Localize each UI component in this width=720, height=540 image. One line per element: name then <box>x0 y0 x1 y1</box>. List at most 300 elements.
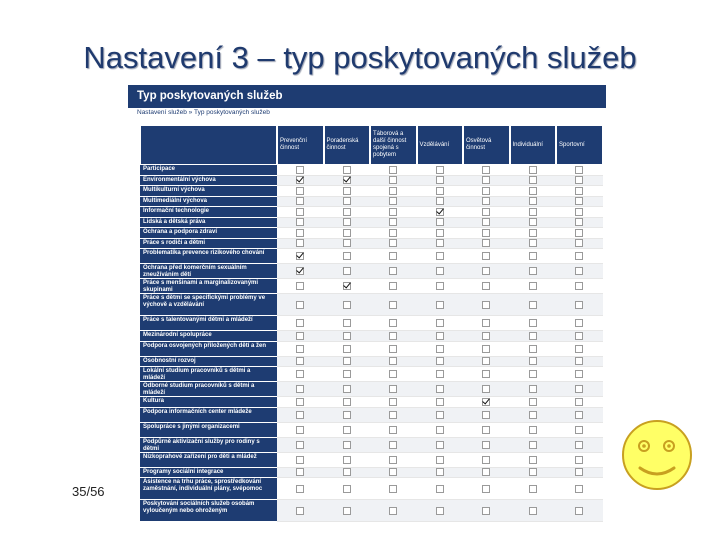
service-checkbox[interactable] <box>343 267 351 275</box>
row-label: Práce s talentovanými dětmi a mládeží <box>140 316 277 331</box>
table-cell <box>556 367 603 382</box>
table-cell <box>277 264 324 279</box>
service-checkbox[interactable] <box>575 239 583 247</box>
service-checkbox[interactable] <box>482 385 490 393</box>
table-cell <box>556 316 603 331</box>
table-cell <box>417 331 464 342</box>
table-cell <box>463 331 510 342</box>
service-checkbox[interactable] <box>436 345 444 353</box>
row-label: Práce s rodiči a dětmi <box>140 239 277 250</box>
table-cell <box>417 165 464 176</box>
service-checkbox[interactable] <box>389 229 397 237</box>
service-checkbox[interactable] <box>436 176 444 184</box>
table-cell <box>556 239 603 250</box>
service-checkbox[interactable] <box>296 398 304 406</box>
service-checkbox[interactable] <box>529 507 537 515</box>
service-checkbox[interactable] <box>343 357 351 365</box>
service-checkbox[interactable] <box>575 252 583 260</box>
service-checkbox[interactable] <box>343 218 351 226</box>
service-checkbox[interactable] <box>343 468 351 476</box>
service-checkbox[interactable] <box>389 468 397 476</box>
service-checkbox[interactable] <box>389 301 397 309</box>
service-checkbox[interactable] <box>436 441 444 449</box>
table-cell <box>510 186 557 197</box>
table-row <box>140 331 603 342</box>
service-checkbox[interactable] <box>296 385 304 393</box>
service-checkbox[interactable] <box>343 385 351 393</box>
service-checkbox[interactable] <box>389 208 397 216</box>
table-cell <box>324 264 371 279</box>
table-cell <box>417 186 464 197</box>
service-checkbox[interactable] <box>436 370 444 378</box>
table-cell <box>324 382 371 397</box>
table-row <box>140 207 603 218</box>
table-cell <box>463 478 510 500</box>
service-checkbox[interactable] <box>296 197 304 205</box>
service-checkbox[interactable] <box>482 301 490 309</box>
service-checkbox[interactable] <box>436 166 444 174</box>
service-checkbox[interactable] <box>529 239 537 247</box>
table-cell <box>324 197 371 208</box>
service-checkbox[interactable] <box>389 507 397 515</box>
table-cell <box>277 218 324 229</box>
service-checkbox[interactable] <box>529 345 537 353</box>
service-checkbox[interactable] <box>296 456 304 464</box>
service-checkbox[interactable] <box>482 468 490 476</box>
table-cell <box>463 453 510 468</box>
table-row <box>140 367 603 382</box>
service-checkbox[interactable] <box>529 208 537 216</box>
service-checkbox[interactable] <box>343 332 351 340</box>
service-checkbox[interactable] <box>529 456 537 464</box>
service-checkbox[interactable] <box>529 282 537 290</box>
service-checkbox[interactable] <box>529 332 537 340</box>
table-cell <box>463 438 510 453</box>
service-checkbox[interactable] <box>482 398 490 406</box>
table-cell <box>556 197 603 208</box>
table-cell <box>463 382 510 397</box>
table-cell <box>556 331 603 342</box>
service-checkbox[interactable] <box>296 345 304 353</box>
table-cell <box>510 408 557 423</box>
service-checkbox[interactable] <box>436 332 444 340</box>
service-checkbox[interactable] <box>343 426 351 434</box>
table-cell <box>324 186 371 197</box>
service-checkbox[interactable] <box>389 345 397 353</box>
service-checkbox[interactable] <box>575 332 583 340</box>
embedded-screenshot <box>128 85 606 540</box>
table-cell <box>417 228 464 239</box>
table-cell <box>324 468 371 479</box>
row-label: Asistence na trhu práce, sprostředkování zaměstnání, individuální plány, svépomoc <box>140 478 277 500</box>
service-checkbox[interactable] <box>389 239 397 247</box>
service-checkbox[interactable] <box>436 426 444 434</box>
service-checkbox[interactable] <box>343 197 351 205</box>
row-label: Podpora osvojených přiložených dětí a žen <box>140 342 277 357</box>
service-checkbox[interactable] <box>436 357 444 365</box>
service-checkbox[interactable] <box>296 282 304 290</box>
service-checkbox[interactable] <box>529 370 537 378</box>
table-cell <box>510 331 557 342</box>
service-checkbox[interactable] <box>529 468 537 476</box>
table-cell <box>277 228 324 239</box>
service-checkbox[interactable] <box>436 507 444 515</box>
table-cell <box>370 453 417 468</box>
service-checkbox[interactable] <box>343 282 351 290</box>
table-cell <box>370 397 417 408</box>
service-checkbox[interactable] <box>296 229 304 237</box>
table-cell <box>324 279 371 294</box>
service-checkbox[interactable] <box>436 398 444 406</box>
table-cell <box>556 279 603 294</box>
service-checkbox[interactable] <box>575 441 583 449</box>
service-checkbox[interactable] <box>529 252 537 260</box>
service-checkbox[interactable] <box>436 319 444 327</box>
service-checkbox[interactable] <box>436 301 444 309</box>
service-checkbox[interactable] <box>296 301 304 309</box>
table-cell <box>277 367 324 382</box>
service-checkbox[interactable] <box>482 267 490 275</box>
service-checkbox[interactable] <box>482 319 490 327</box>
column-header: Sportovní <box>556 125 603 165</box>
table-cell <box>463 228 510 239</box>
service-checkbox[interactable] <box>389 385 397 393</box>
table-cell <box>463 176 510 187</box>
service-checkbox[interactable] <box>296 267 304 275</box>
service-checkbox[interactable] <box>343 252 351 260</box>
service-checkbox[interactable] <box>482 370 490 378</box>
service-checkbox[interactable] <box>343 456 351 464</box>
table-cell <box>324 316 371 331</box>
table-cell <box>370 165 417 176</box>
column-header: Osvětová činnost <box>463 125 510 165</box>
service-checkbox[interactable] <box>343 411 351 419</box>
service-checkbox[interactable] <box>436 187 444 195</box>
service-checkbox[interactable] <box>482 332 490 340</box>
service-checkbox[interactable] <box>575 370 583 378</box>
service-checkbox[interactable] <box>343 441 351 449</box>
table-cell <box>510 279 557 294</box>
table-cell <box>370 367 417 382</box>
table-cell <box>324 207 371 218</box>
table-cell <box>324 342 371 357</box>
service-checkbox[interactable] <box>482 507 490 515</box>
service-checkbox[interactable] <box>529 319 537 327</box>
service-checkbox[interactable] <box>482 252 490 260</box>
table-cell <box>417 316 464 331</box>
service-checkbox[interactable] <box>296 468 304 476</box>
service-checkbox[interactable] <box>575 229 583 237</box>
service-checkbox[interactable] <box>436 208 444 216</box>
table-cell <box>463 165 510 176</box>
service-checkbox[interactable] <box>343 176 351 184</box>
row-label: Lokální studium pracovníků s dětmi a mládeží <box>140 367 277 382</box>
row-label: Ochrana a podpora zdraví <box>140 228 277 239</box>
table-cell <box>370 186 417 197</box>
service-checkbox[interactable] <box>343 370 351 378</box>
service-checkbox[interactable] <box>529 197 537 205</box>
service-checkbox[interactable] <box>482 239 490 247</box>
table-cell <box>370 316 417 331</box>
row-label: Nízkoprahové zařízení pro děti a mládež <box>140 453 277 468</box>
table-cell <box>510 165 557 176</box>
service-checkbox[interactable] <box>296 507 304 515</box>
service-checkbox[interactable] <box>529 485 537 493</box>
table-cell <box>556 453 603 468</box>
table-cell <box>277 468 324 479</box>
table-cell <box>463 249 510 264</box>
table-cell <box>324 331 371 342</box>
service-checkbox[interactable] <box>389 485 397 493</box>
column-header: Vzdělávání <box>417 125 464 165</box>
table-row <box>140 357 603 368</box>
service-checkbox[interactable] <box>296 176 304 184</box>
service-checkbox[interactable] <box>436 485 444 493</box>
service-checkbox[interactable] <box>296 332 304 340</box>
table-row <box>140 186 603 197</box>
table-cell <box>463 357 510 368</box>
service-checkbox[interactable] <box>389 176 397 184</box>
table-cell <box>417 239 464 250</box>
service-checkbox[interactable] <box>296 357 304 365</box>
service-checkbox[interactable] <box>529 229 537 237</box>
row-label: Programy sociální integrace <box>140 468 277 479</box>
service-checkbox[interactable] <box>343 398 351 406</box>
service-checkbox[interactable] <box>389 166 397 174</box>
service-checkbox[interactable] <box>389 218 397 226</box>
table-cell <box>277 397 324 408</box>
row-label: Multimediální výchova <box>140 197 277 208</box>
service-checkbox[interactable] <box>529 301 537 309</box>
screenshot-header-title: Typ poskytovaných služeb <box>128 85 606 108</box>
table-cell <box>370 423 417 438</box>
table-row <box>140 197 603 208</box>
service-checkbox[interactable] <box>296 252 304 260</box>
table-cell <box>417 218 464 229</box>
table-row <box>140 218 603 229</box>
service-checkbox[interactable] <box>575 468 583 476</box>
service-checkbox[interactable] <box>575 197 583 205</box>
service-checkbox[interactable] <box>529 176 537 184</box>
service-checkbox[interactable] <box>343 301 351 309</box>
table-row <box>140 408 603 423</box>
service-checkbox[interactable] <box>389 441 397 449</box>
service-checkbox[interactable] <box>529 398 537 406</box>
row-label: Kultura <box>140 397 277 408</box>
service-checkbox[interactable] <box>482 229 490 237</box>
service-checkbox[interactable] <box>482 187 490 195</box>
service-checkbox[interactable] <box>482 282 490 290</box>
service-checkbox[interactable] <box>575 166 583 174</box>
column-header: Prevenční činnost <box>277 125 324 165</box>
service-checkbox[interactable] <box>436 252 444 260</box>
column-header: Individuální <box>510 125 557 165</box>
table-cell <box>556 176 603 187</box>
service-checkbox[interactable] <box>436 456 444 464</box>
service-checkbox[interactable] <box>529 426 537 434</box>
service-checkbox[interactable] <box>296 441 304 449</box>
service-checkbox[interactable] <box>343 208 351 216</box>
table-cell <box>324 218 371 229</box>
service-checkbox[interactable] <box>389 187 397 195</box>
table-cell <box>556 478 603 500</box>
service-checkbox[interactable] <box>389 411 397 419</box>
service-checkbox[interactable] <box>482 208 490 216</box>
row-label: Multikulturní výchova <box>140 186 277 197</box>
table-row <box>140 249 603 264</box>
service-checkbox[interactable] <box>575 426 583 434</box>
table-cell <box>417 382 464 397</box>
table-cell <box>277 207 324 218</box>
service-checkbox[interactable] <box>296 319 304 327</box>
service-checkbox[interactable] <box>343 229 351 237</box>
service-checkbox[interactable] <box>575 208 583 216</box>
service-checkbox[interactable] <box>575 218 583 226</box>
service-checkbox[interactable] <box>575 357 583 365</box>
service-checkbox[interactable] <box>389 332 397 340</box>
page-number: 35/56 <box>72 484 105 499</box>
row-label: Problematika prevence rizikového chování <box>140 249 277 264</box>
table-cell <box>370 331 417 342</box>
service-checkbox[interactable] <box>343 319 351 327</box>
service-checkbox[interactable] <box>529 166 537 174</box>
service-checkbox[interactable] <box>296 485 304 493</box>
service-checkbox[interactable] <box>296 426 304 434</box>
row-label: Podpora informačních center mládeže <box>140 408 277 423</box>
table-cell <box>463 397 510 408</box>
table-cell <box>277 294 324 316</box>
service-checkbox[interactable] <box>575 282 583 290</box>
service-checkbox[interactable] <box>529 385 537 393</box>
service-checkbox[interactable] <box>575 319 583 327</box>
service-checkbox[interactable] <box>296 187 304 195</box>
service-checkbox[interactable] <box>343 166 351 174</box>
service-checkbox[interactable] <box>389 197 397 205</box>
service-checkbox[interactable] <box>436 282 444 290</box>
service-checkbox[interactable] <box>575 456 583 464</box>
service-checkbox[interactable] <box>482 218 490 226</box>
service-checkbox[interactable] <box>343 187 351 195</box>
service-checkbox[interactable] <box>575 267 583 275</box>
service-checkbox[interactable] <box>343 345 351 353</box>
column-header: Táborová a další činnost spojená s pobytem <box>370 125 417 165</box>
service-checkbox[interactable] <box>482 166 490 174</box>
service-checkbox[interactable] <box>343 507 351 515</box>
service-checkbox[interactable] <box>482 357 490 365</box>
service-checkbox[interactable] <box>575 187 583 195</box>
service-checkbox[interactable] <box>296 370 304 378</box>
service-checkbox[interactable] <box>575 398 583 406</box>
service-checkbox[interactable] <box>436 229 444 237</box>
table-row <box>140 397 603 408</box>
table-cell <box>463 500 510 522</box>
service-checkbox[interactable] <box>296 218 304 226</box>
breadcrumb[interactable]: Nastavení služeb » Typ poskytovaných služeb <box>137 109 270 116</box>
table-cell <box>277 176 324 187</box>
service-checkbox[interactable] <box>482 426 490 434</box>
service-checkbox[interactable] <box>482 176 490 184</box>
service-checkbox[interactable] <box>575 485 583 493</box>
table-cell <box>324 453 371 468</box>
table-cell <box>463 264 510 279</box>
service-checkbox[interactable] <box>296 411 304 419</box>
service-checkbox[interactable] <box>389 267 397 275</box>
table-row <box>140 316 603 331</box>
service-checkbox[interactable] <box>343 485 351 493</box>
service-checkbox[interactable] <box>296 239 304 247</box>
service-checkbox[interactable] <box>529 267 537 275</box>
service-checkbox[interactable] <box>389 398 397 406</box>
service-checkbox[interactable] <box>529 441 537 449</box>
table-cell <box>324 357 371 368</box>
service-checkbox[interactable] <box>389 319 397 327</box>
service-checkbox[interactable] <box>575 385 583 393</box>
table-cell <box>324 478 371 500</box>
table-cell <box>510 468 557 479</box>
service-checkbox[interactable] <box>389 456 397 464</box>
table-cell <box>277 331 324 342</box>
table-cell <box>324 294 371 316</box>
service-checkbox[interactable] <box>436 267 444 275</box>
service-checkbox[interactable] <box>436 411 444 419</box>
table-cell <box>324 438 371 453</box>
table-cell <box>556 423 603 438</box>
service-checkbox[interactable] <box>296 166 304 174</box>
service-checkbox[interactable] <box>436 468 444 476</box>
service-checkbox[interactable] <box>296 208 304 216</box>
table-cell <box>417 408 464 423</box>
table-cell <box>417 500 464 522</box>
service-checkbox[interactable] <box>575 176 583 184</box>
service-checkbox[interactable] <box>482 345 490 353</box>
table-cell <box>463 279 510 294</box>
service-checkbox[interactable] <box>343 239 351 247</box>
service-checkbox[interactable] <box>575 507 583 515</box>
service-checkbox[interactable] <box>529 187 537 195</box>
table-cell <box>370 264 417 279</box>
service-checkbox[interactable] <box>482 197 490 205</box>
service-checkbox[interactable] <box>389 426 397 434</box>
table-cell <box>510 342 557 357</box>
service-checkbox[interactable] <box>575 345 583 353</box>
service-checkbox[interactable] <box>436 218 444 226</box>
service-checkbox[interactable] <box>482 485 490 493</box>
service-checkbox[interactable] <box>575 301 583 309</box>
table-cell <box>510 294 557 316</box>
table-cell <box>510 316 557 331</box>
service-checkbox[interactable] <box>529 411 537 419</box>
service-checkbox[interactable] <box>482 411 490 419</box>
service-checkbox[interactable] <box>389 282 397 290</box>
table-cell <box>370 357 417 368</box>
service-checkbox[interactable] <box>389 252 397 260</box>
service-checkbox[interactable] <box>389 370 397 378</box>
service-checkbox[interactable] <box>389 357 397 365</box>
table-cell <box>370 342 417 357</box>
table-cell <box>324 176 371 187</box>
service-checkbox[interactable] <box>529 357 537 365</box>
service-checkbox[interactable] <box>482 441 490 449</box>
table-cell <box>510 239 557 250</box>
table-cell <box>417 249 464 264</box>
service-checkbox[interactable] <box>529 218 537 226</box>
service-checkbox[interactable] <box>436 239 444 247</box>
service-checkbox[interactable] <box>575 411 583 419</box>
service-checkbox[interactable] <box>482 456 490 464</box>
service-checkbox[interactable] <box>436 197 444 205</box>
service-checkbox[interactable] <box>436 385 444 393</box>
row-label: Spolupráce s jinými organizacemi <box>140 423 277 438</box>
